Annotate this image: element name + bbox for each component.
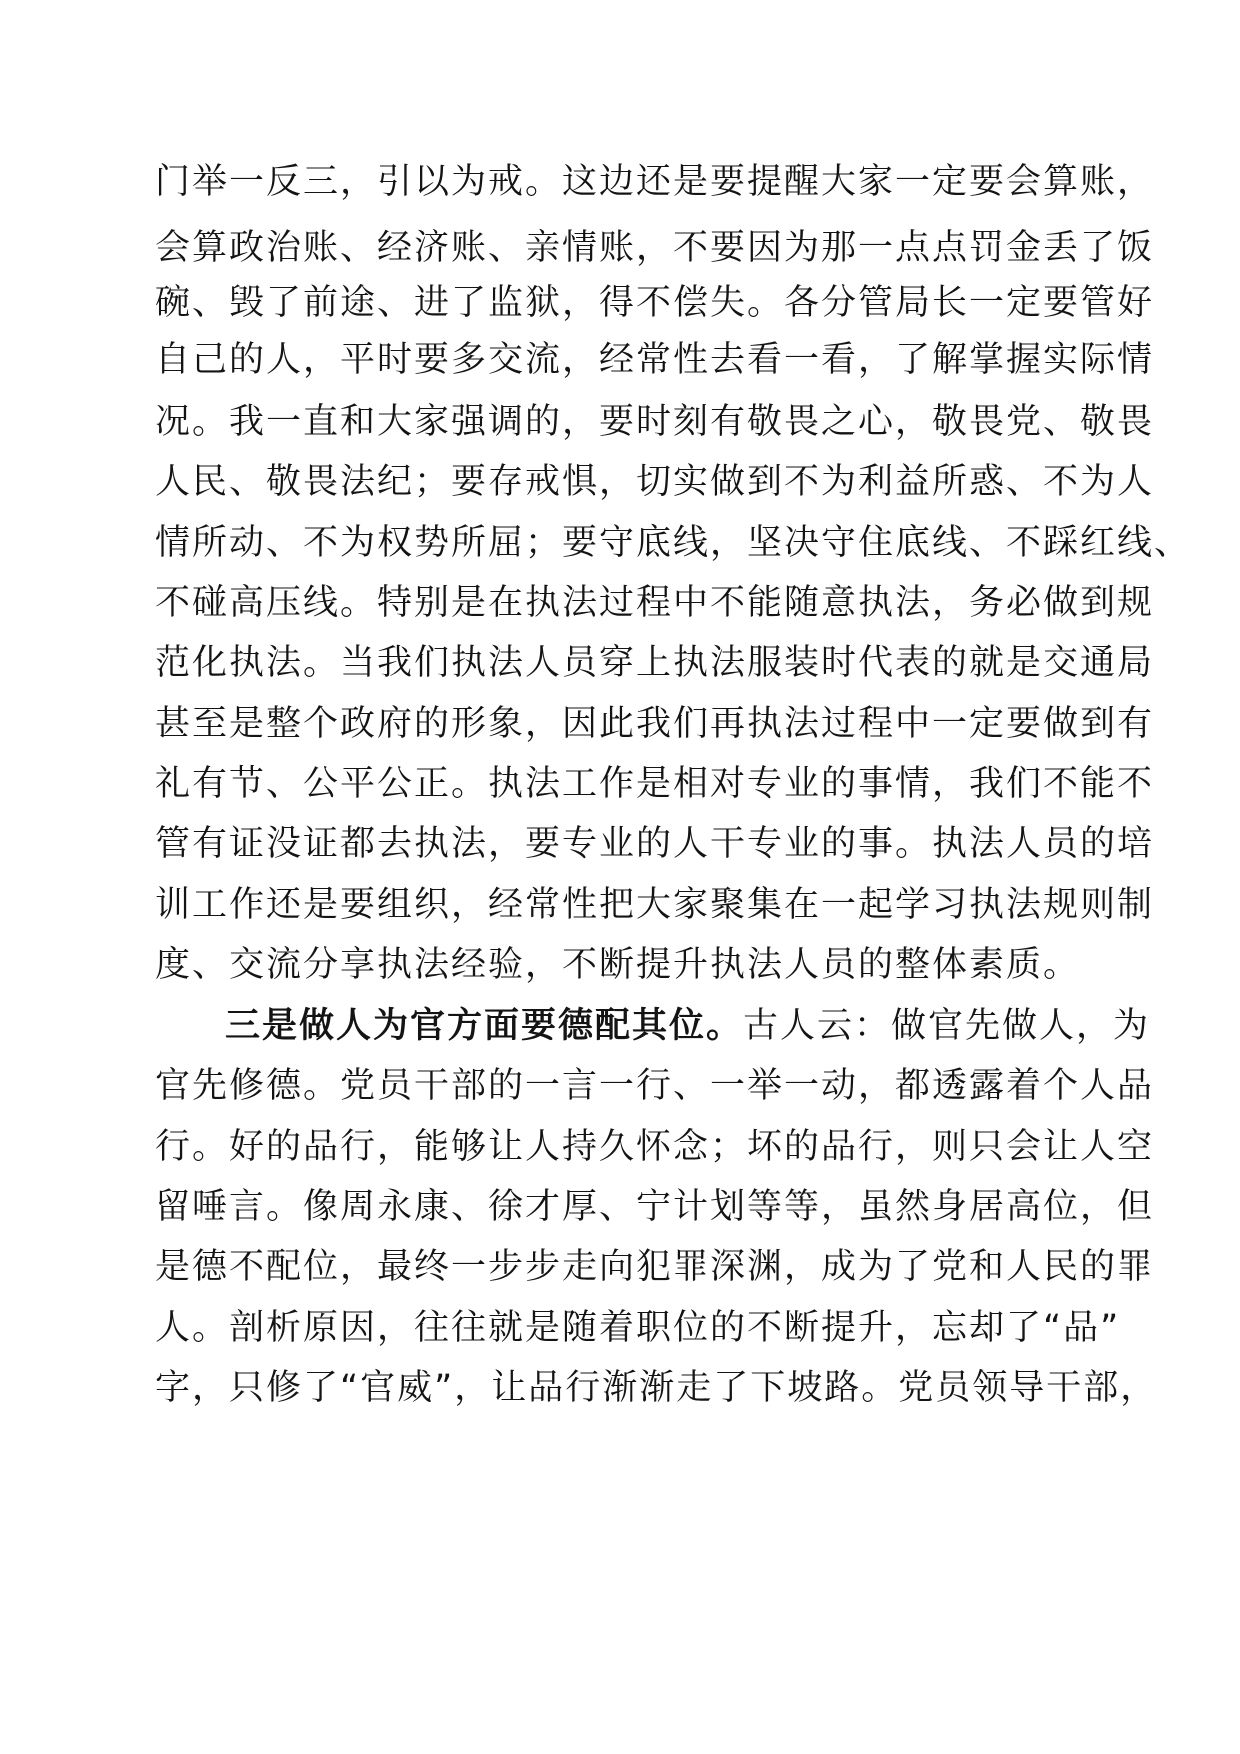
text-line: 人。剖析原因，往往就是随着职位的不断提升，忘却了“品”: [155, 1308, 1121, 1348]
text-line: 度、交流分享执法经验，不断提升执法人员的整体素质。: [155, 945, 1081, 985]
text-line: 门举一反三，引以为戒。这边还是要提醒大家一定要会算账，: [155, 162, 1155, 202]
paragraph-heading: 三是做人为官方面要德配其位。: [225, 1006, 744, 1046]
text-line: 况。我一直和大家强调的，要时刻有敬畏之心，敬畏党、敬畏: [155, 402, 1155, 442]
text-line: 自己的人，平时要多交流，经常性去看一看，了解掌握实际情: [155, 340, 1155, 380]
text-line: 行。好的品行，能够让人持久怀念；坏的品行，则只会让人空: [155, 1127, 1155, 1167]
text-line: 官先修德。党员干部的一言一行、一举一动，都透露着个人品: [155, 1066, 1155, 1106]
text-line: 不碰高压线。特别是在执法过程中不能随意执法，务必做到规: [155, 583, 1155, 623]
text-run: 古人云：做官先做人，为: [743, 1006, 1151, 1046]
text-line: 会算政治账、经济账、亲情账，不要因为那一点点罚金丢了饭: [155, 228, 1155, 268]
text-line: 情所动、不为权势所屈；要守底线，坚决守住底线、不踩红线、: [155, 523, 1192, 563]
text-line: 管有证没证都去执法，要专业的人干专业的事。执法人员的培: [155, 824, 1155, 864]
text-line: 是德不配位，最终一步步走向犯罪深渊，成为了党和人民的罪: [155, 1247, 1155, 1287]
text-line: 礼有节、公平公正。执法工作是相对专业的事情，我们不能不: [155, 764, 1155, 804]
text-line: 范化执法。当我们执法人员穿上执法服装时代表的就是交通局: [155, 643, 1155, 683]
text-line: 留唾言。像周永康、徐才厚、宁计划等等，虽然身居高位，但: [155, 1187, 1155, 1227]
text-line: 人民、敬畏法纪；要存戒惧，切实做到不为利益所惑、不为人: [155, 462, 1155, 502]
text-line: 训工作还是要组织，经常性把大家聚集在一起学习执法规则制: [155, 885, 1155, 925]
text-line: 字，只修了“官威”，让品行渐渐走了下坡路。党员领导干部，: [155, 1368, 1158, 1408]
paragraph-first-line: [225, 1004, 1165, 1048]
text-line: 甚至是整个政府的形象，因此我们再执法过程中一定要做到有: [155, 704, 1155, 744]
text-line: 碗、毁了前途、进了监狱，得不偿失。各分管局长一定要管好: [155, 283, 1155, 323]
